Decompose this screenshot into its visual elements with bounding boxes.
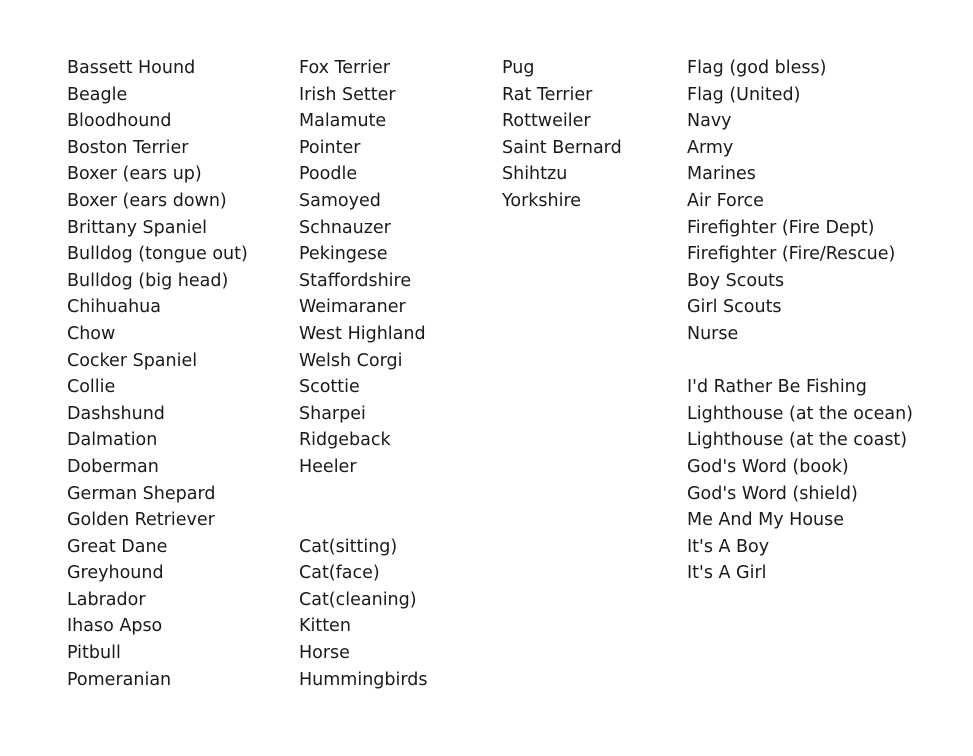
list-item: Bassett Hound — [67, 58, 196, 78]
list-item: Chow — [67, 323, 116, 344]
list-item: Air Force — [687, 190, 764, 211]
list-item: Rat Terrier — [502, 84, 593, 105]
list-item: Dalmation — [67, 430, 158, 451]
list-item: Firefighter (Fire/Rescue) — [687, 244, 896, 265]
list-item: Army — [687, 137, 734, 158]
list-item: God's Word (book) — [687, 456, 849, 477]
list-item: Brittany Spaniel — [67, 217, 208, 238]
list-item: Boston Terrier — [67, 137, 189, 158]
column-dogs-b — [299, 55, 428, 693]
list-item: Fox Terrier — [299, 58, 390, 78]
list-item: Chihuahua — [67, 297, 161, 318]
list-item: Pomeranian — [67, 669, 172, 690]
list-item: Saint Bernard — [502, 137, 622, 158]
list-item: Me And My House — [687, 510, 845, 531]
list-item: Pointer — [299, 137, 361, 158]
list-item: Marines — [687, 164, 756, 185]
list-item: Bulldog (tongue out) — [67, 244, 248, 265]
list-item: Doberman — [67, 456, 159, 477]
list-item: Ridgeback — [299, 430, 391, 451]
list-item: Samoyed — [299, 190, 381, 211]
list-item: I'd Rather Be Fishing — [687, 377, 867, 398]
list-item: West Highland — [299, 323, 426, 344]
list-item: Firefighter (Fire Dept) — [687, 217, 875, 238]
list-item: Horse — [299, 643, 350, 664]
list-item: Welsh Corgi — [299, 350, 403, 371]
list-item: Sharpei — [299, 403, 366, 424]
list-item: Pug — [502, 58, 535, 78]
list-item: Great Dane — [67, 536, 168, 557]
list-item: Weimaraner — [299, 297, 406, 318]
list-item: German Shepard — [67, 483, 216, 504]
list-item: Kitten — [299, 616, 351, 637]
list-item: Flag (United) — [687, 84, 801, 105]
list-item: Yorkshire — [502, 190, 582, 211]
list-item: Bloodhound — [67, 111, 172, 132]
list-item: Cat(face) — [299, 563, 380, 584]
list-item: Poodle — [299, 164, 358, 185]
list-item: Collie — [67, 377, 116, 398]
list-item: Bulldog (big head) — [67, 270, 229, 291]
column-dogs-c — [502, 55, 622, 215]
list-item: Girl Scouts — [687, 297, 782, 318]
list-item: Flag (god bless) — [687, 58, 827, 78]
list-item: Labrador — [67, 589, 146, 610]
list-item: God's Word (shield) — [687, 483, 858, 504]
list-item: Boxer (ears up) — [67, 164, 202, 185]
list-item: Golden Retriever — [67, 510, 215, 531]
list-item: Scottie — [299, 377, 360, 398]
list-item: Beagle — [67, 84, 128, 105]
list-item: Malamute — [299, 111, 387, 132]
list-item: Boy Scouts — [687, 270, 785, 291]
list-item: It's A Boy — [687, 536, 770, 557]
list-item: Cat(cleaning) — [299, 589, 417, 610]
list-item: It's A Girl — [687, 563, 767, 584]
column-dogs-a — [67, 55, 248, 693]
list-item: Lighthouse (at the coast) — [687, 430, 908, 451]
list-item: Pitbull — [67, 643, 121, 664]
list-item: Lighthouse (at the ocean) — [687, 403, 914, 424]
list-item: Navy — [687, 111, 732, 132]
list-item: Boxer (ears down) — [67, 190, 227, 211]
list-item: Cat(sitting) — [299, 536, 398, 557]
list-item: Staffordshire — [299, 270, 412, 291]
list-item: Ihaso Apso — [67, 616, 163, 637]
list-item: Greyhound — [67, 563, 164, 584]
column-misc — [687, 55, 913, 587]
list-item: Dashshund — [67, 403, 165, 424]
list-item: Pekingese — [299, 244, 388, 265]
list-item: Shihtzu — [502, 164, 568, 185]
list-item: Rottweiler — [502, 111, 591, 132]
list-item: Nurse — [687, 323, 739, 344]
list-item: Irish Setter — [299, 84, 396, 105]
list-item: Hummingbirds — [299, 669, 428, 690]
list-item: Schnauzer — [299, 217, 391, 238]
list-item: Cocker Spaniel — [67, 350, 198, 371]
list-item: Heeler — [299, 456, 357, 477]
